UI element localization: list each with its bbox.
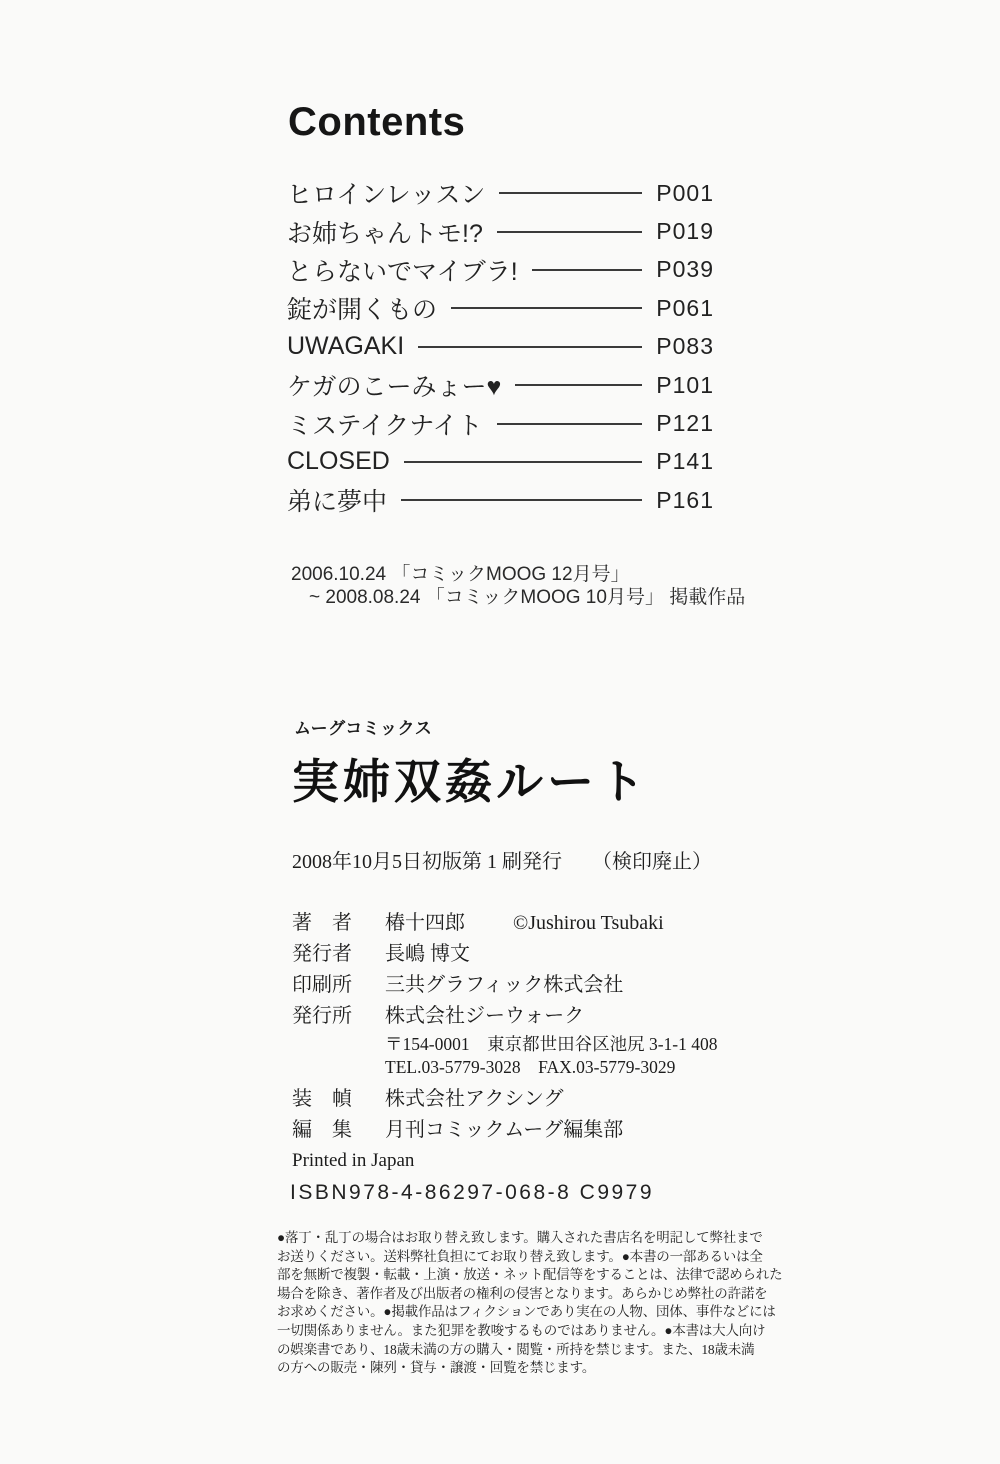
contents-heading: Contents (288, 100, 466, 144)
toc-leader-line (515, 384, 642, 386)
legal-notice (277, 1229, 782, 1378)
credit-value: 株式会社アクシング (385, 1088, 564, 1110)
legal-line: お求めください。●掲載作品はフィクションであり実在の人物、団体、事件などには (277, 1304, 776, 1320)
credit-role: 発行者 (292, 943, 352, 965)
printed-in-japan: Printed in Japan (292, 1150, 415, 1171)
imprint-label: ムーグコミックス (294, 719, 433, 738)
toc-leader-line (418, 346, 642, 348)
legal-line: の方への販売・陳列・貸与・譲渡・回覧を禁じます。 (277, 1360, 596, 1376)
legal-line: 場合を除き、著作者及び出版者の権利の侵害となります。あらかじめ弊社の許諾を (277, 1285, 768, 1301)
isbn-code: ISBN978-4-86297-068-8 C9979 (290, 1181, 655, 1204)
toc-page-number: P083 (656, 333, 714, 360)
credit-row-publisher-person (292, 939, 717, 970)
legal-line: 一切関係ありません。また犯罪を教唆するものではありません。●本書は大人向け (277, 1322, 766, 1338)
toc-entry-title: ミステイクナイト (287, 411, 483, 440)
toc-leader-line (401, 499, 642, 501)
toc-entry-title: とらないでマイブラ! (287, 257, 518, 286)
toc-page-number: P061 (656, 294, 714, 321)
credits-block (292, 908, 717, 1146)
toc-leader-line (499, 192, 642, 194)
credit-role: 装 幀 (292, 1088, 352, 1110)
toc-entry-title: CLOSED (287, 447, 390, 476)
toc-page-number: P161 (656, 486, 714, 513)
toc-page-number: P101 (656, 371, 714, 398)
credit-value: 株式会社ジーウォーク (385, 1005, 585, 1027)
book-title: 実姉双姦ルート (292, 757, 649, 809)
toc-entry-title: 弟に夢中 (287, 488, 388, 517)
credit-row-printer (292, 970, 717, 1001)
toc-row (287, 251, 714, 289)
toc-page-number: P001 (656, 179, 714, 206)
toc-entry-title: UWAGAKI (287, 332, 405, 361)
toc-row (287, 212, 714, 250)
credit-row-author (292, 908, 717, 939)
publisher-address (385, 1032, 717, 1084)
toc-leader-line (451, 307, 642, 309)
credit-role: 発行所 (292, 1005, 352, 1027)
credit-value: 三共グラフィック株式会社 (385, 974, 624, 996)
toc-page-number: P019 (656, 218, 714, 245)
toc-entry-title: 錠が開くもの (287, 296, 438, 325)
edition-line: 2008年10月5日初版第 1 刷発行 （検印廃止） (292, 851, 712, 873)
legal-line: の娯楽書であり、18歳未満の方の購入・閲覧・所持を禁じます。また、18歳未満 (277, 1341, 755, 1357)
toc-entry-title: ヒロインレッスン (287, 181, 486, 210)
toc-row (287, 481, 714, 519)
toc-leader-line (497, 423, 643, 425)
credit-row-editing (292, 1115, 717, 1146)
serialization-end: ~ 2008.08.24 「コミックMOOG 10月号」 掲載作品 (309, 587, 746, 608)
credit-role: 印刷所 (292, 974, 352, 996)
credit-row-publishing-company (292, 1001, 717, 1032)
toc-leader-line (404, 461, 642, 463)
toc-row (287, 289, 714, 327)
toc-entry-title: お姉ちゃんトモ!? (287, 219, 483, 248)
serialization-note (291, 563, 745, 609)
credit-role: 著 者 (292, 912, 352, 934)
toc-entry-title: ケガのこーみょー♥ (287, 373, 502, 402)
toc-page-number: P141 (656, 448, 714, 475)
credit-value: 長嶋 博文 (385, 943, 470, 965)
legal-line: お送りください。送料弊社負担にてお取り替え致します。●本書の一部あるいは全 (277, 1248, 763, 1264)
copyright-notice: ©Jushirou Tsubaki (513, 912, 664, 934)
publisher-address-line: 〒154-0001 東京都世田谷区池尻 3-1-1 408 (385, 1034, 718, 1054)
publisher-phone-line: TEL.03-5779-3028 FAX.03-5779-3029 (385, 1057, 676, 1077)
toc-row (287, 328, 714, 366)
credit-role: 編 集 (292, 1119, 352, 1141)
toc-row (287, 443, 714, 481)
toc-row (287, 174, 714, 212)
toc-page-number: P121 (656, 410, 714, 437)
credit-row-binding-design (292, 1084, 717, 1115)
toc-leader-line (532, 269, 643, 271)
legal-line: 部を無断で複製・転載・上演・放送・ネット配信等をすることは、法律で認められた (277, 1267, 783, 1283)
toc-row (287, 404, 714, 442)
credit-value: 月刊コミックムーグ編集部 (385, 1119, 624, 1141)
credit-value: 椿十四郎 (385, 912, 465, 934)
serialization-start: 2006.10.24 「コミックMOOG 12月号」 (291, 564, 630, 585)
toc-page-number: P039 (656, 256, 714, 283)
legal-line: ●落丁・乱丁の場合はお取り替え致します。購入された書店名を明記して弊社まで (277, 1230, 763, 1245)
table-of-contents (287, 174, 714, 520)
toc-leader-line (497, 231, 642, 233)
toc-row (287, 366, 714, 404)
